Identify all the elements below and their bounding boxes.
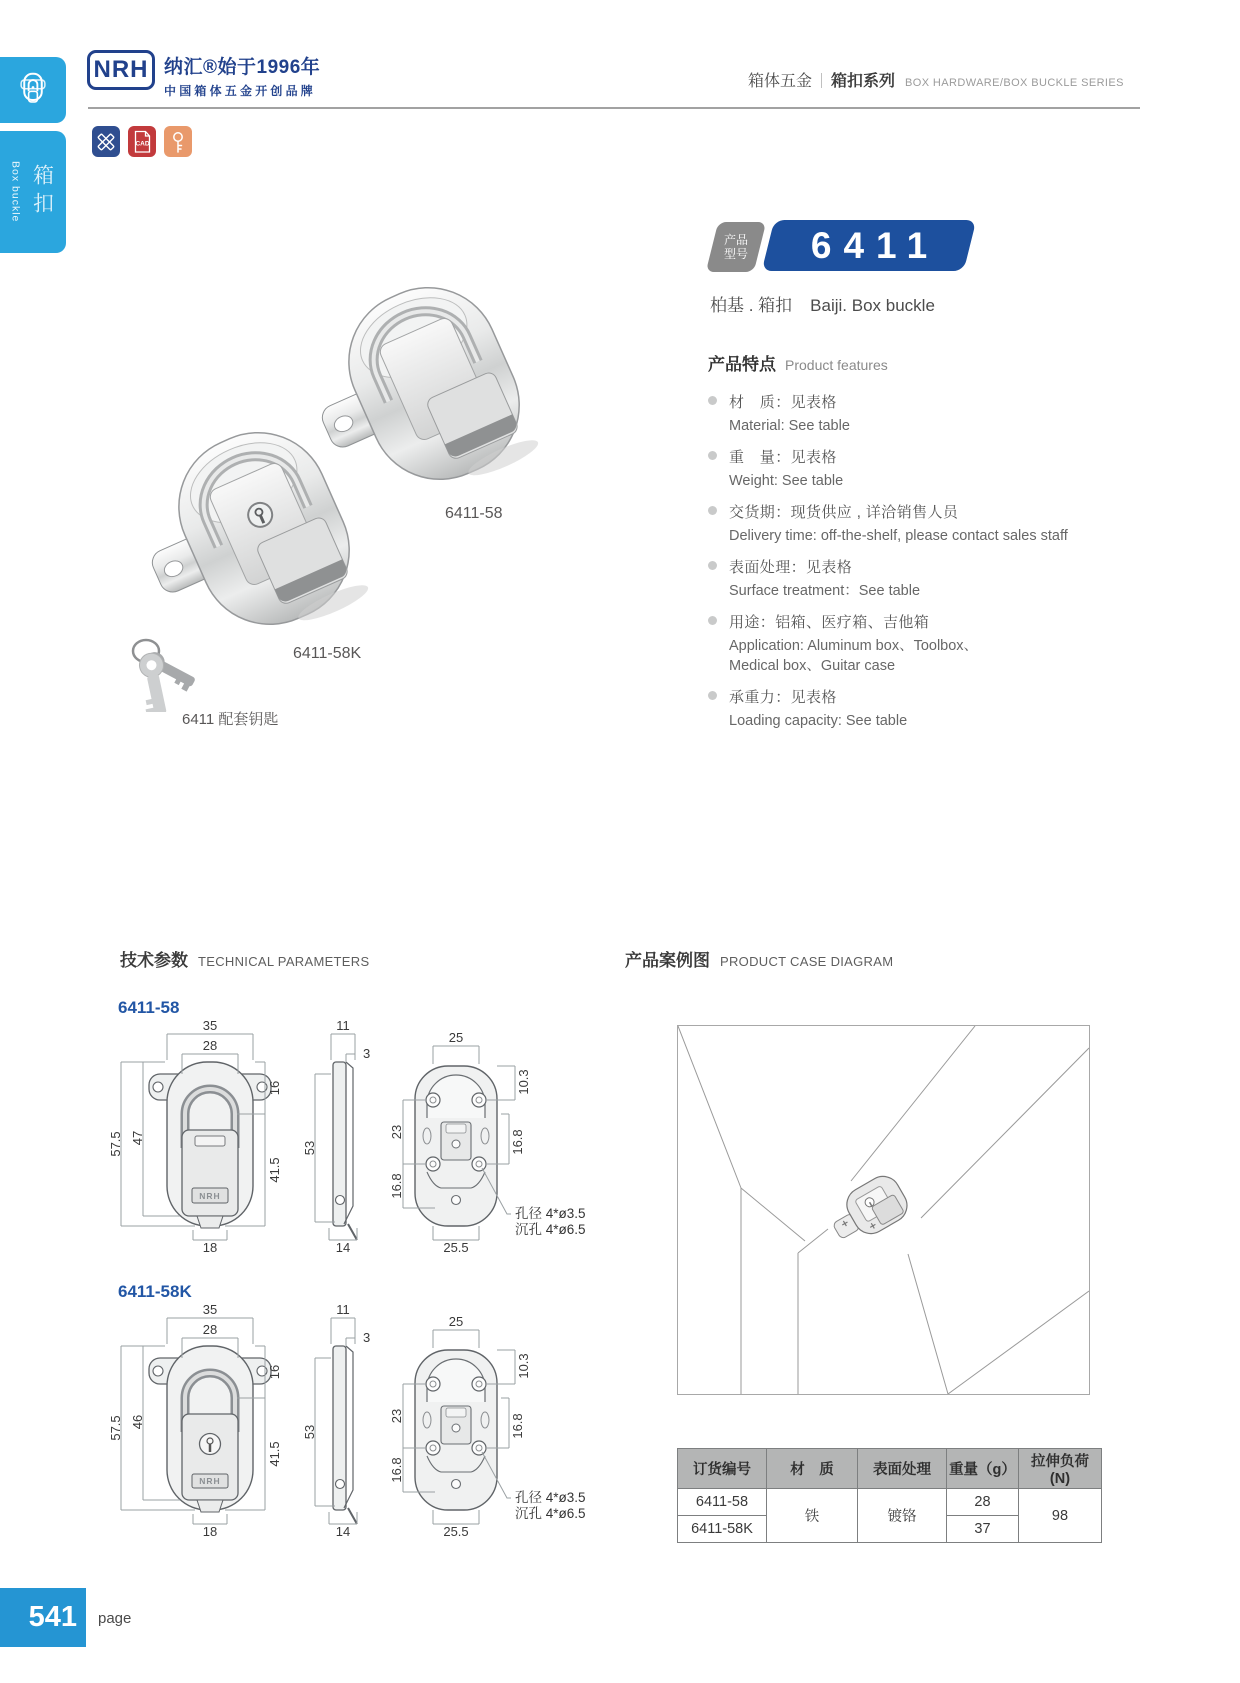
svg-text:10.3: 10.3 xyxy=(516,1353,531,1379)
svg-text:18: 18 xyxy=(202,1240,218,1254)
cad-file-icon xyxy=(130,129,154,155)
svg-text:23: 23 xyxy=(389,1408,404,1424)
svg-text:35: 35 xyxy=(202,1018,218,1033)
sidebar-label-en: Box buckle xyxy=(9,161,22,223)
svg-text:16.8: 16.8 xyxy=(510,1413,525,1439)
product-name-cn: 柏基 . 箱扣 xyxy=(710,296,793,315)
features-title-en: Product features xyxy=(785,357,888,373)
svg-text:47: 47 xyxy=(130,1130,145,1146)
svg-text:14: 14 xyxy=(335,1524,351,1538)
model-heading-6411-58: 6411-58 xyxy=(118,998,180,1017)
svg-text:孔径 4*ø3.5: 孔径 4*ø3.5 xyxy=(515,1490,585,1505)
series-name-en: BOX HARDWARE/BOX BUCKLE SERIES xyxy=(905,77,1124,89)
photo-label-6411-58: 6411-58 xyxy=(445,505,503,522)
col-order-no: 订货编号 xyxy=(678,1449,767,1489)
cell-surface: 镀铬 xyxy=(858,1489,947,1543)
model-tag xyxy=(706,222,766,272)
svg-text:16: 16 xyxy=(267,1080,282,1096)
svg-text:3: 3 xyxy=(363,1330,371,1345)
product-name-en: Baiji. Box buckle xyxy=(810,296,935,315)
feature-item: 承重力：见表格 Loading capacity: See table xyxy=(708,686,1158,731)
buckle-icon xyxy=(18,71,48,109)
features-title-cn: 产品特点 xyxy=(708,355,776,374)
svg-text:53: 53 xyxy=(302,1424,317,1440)
page-label: page xyxy=(98,1610,132,1627)
col-surface: 表面处理 xyxy=(858,1449,947,1489)
svg-text:23: 23 xyxy=(389,1124,404,1140)
svg-text:25.5: 25.5 xyxy=(443,1240,469,1254)
svg-text:16.8: 16.8 xyxy=(510,1129,525,1155)
svg-text:16: 16 xyxy=(267,1364,282,1380)
model-number: 6411 xyxy=(810,224,940,266)
tech-drawing-6411-58 xyxy=(105,1018,585,1259)
spec-table xyxy=(677,1448,1102,1543)
svg-text:NRH: NRH xyxy=(199,1191,221,1201)
svg-text:25: 25 xyxy=(448,1314,464,1329)
doc-icon-row xyxy=(92,126,192,157)
key-icon xyxy=(166,129,190,155)
header-divider xyxy=(88,107,1140,109)
case-diagram xyxy=(677,1025,1090,1395)
svg-text:18: 18 xyxy=(202,1524,218,1538)
series-name: 箱扣系列 xyxy=(831,73,896,90)
bullet-icon xyxy=(708,396,717,405)
svg-text:11: 11 xyxy=(336,1302,350,1317)
bullet-icon xyxy=(708,616,717,625)
bullet-icon xyxy=(708,451,717,460)
svg-text:沉孔 4*ø6.5: 沉孔 4*ø6.5 xyxy=(515,1222,585,1237)
spec-header-row xyxy=(678,1449,1102,1489)
svg-text:25: 25 xyxy=(448,1030,464,1045)
col-load: 拉伸负荷 (N) xyxy=(1019,1449,1102,1489)
nrh-logo xyxy=(87,50,155,90)
features-section xyxy=(708,350,1158,741)
bullet-icon xyxy=(708,561,717,570)
feature-item: 重 量：见表格 Weight: See table xyxy=(708,446,1158,491)
sidebar-label-cn: 箱扣 xyxy=(30,164,54,220)
page-number: 541 xyxy=(28,1601,77,1633)
bullet-icon xyxy=(708,691,717,700)
brand-block xyxy=(164,52,320,99)
feature-item: 交货期：现货供应 , 详洽销售人员 Delivery time: off-the-shelf, please contact sales staff xyxy=(708,501,1158,546)
product-name xyxy=(710,291,935,316)
svg-text:NRH: NRH xyxy=(199,1476,221,1486)
svg-text:57.5: 57.5 xyxy=(108,1415,123,1441)
model-banner xyxy=(762,220,977,271)
sidebar-tab-box-buckle[interactable] xyxy=(0,131,66,253)
cad-icon-label: CAD xyxy=(135,140,150,147)
key-button[interactable] xyxy=(164,126,192,157)
svg-text:41.5: 41.5 xyxy=(267,1157,282,1183)
svg-text:16.8: 16.8 xyxy=(389,1457,404,1483)
series-category: 箱体五金 xyxy=(748,73,813,90)
tools-icon-button[interactable] xyxy=(92,126,120,157)
cell-weight-2: 37 xyxy=(947,1516,1019,1543)
feature-item: 材 质：见表格 Material: See table xyxy=(708,391,1158,436)
series-header xyxy=(748,68,1124,91)
svg-text:35: 35 xyxy=(202,1302,218,1317)
series-separator: ｜ xyxy=(814,73,830,90)
svg-text:沉孔 4*ø6.5: 沉孔 4*ø6.5 xyxy=(515,1506,585,1521)
cell-load: 98 xyxy=(1019,1489,1102,1543)
svg-text:10.3: 10.3 xyxy=(516,1069,531,1095)
svg-text:16.8: 16.8 xyxy=(389,1173,404,1199)
feature-item: 用途：铝箱、医疗箱、吉他箱 Application: Aluminum box、Toolbox、 Medical box、Guitar case xyxy=(708,611,1158,676)
model-heading-6411-58k: 6411-58K xyxy=(118,1282,192,1301)
tech-drawing-6411-58k xyxy=(105,1302,585,1543)
page-number-badge xyxy=(0,1588,86,1647)
spec-row-6411-58 xyxy=(678,1489,1102,1516)
brand-subtitle: 中国箱体五金开创品牌 xyxy=(164,84,317,98)
col-material: 材 质 xyxy=(767,1449,858,1489)
svg-text:53: 53 xyxy=(302,1140,317,1156)
cell-model-2: 6411-58K xyxy=(678,1516,767,1543)
cell-model-1: 6411-58 xyxy=(678,1489,767,1516)
svg-text:41.5: 41.5 xyxy=(267,1441,282,1467)
svg-text:14: 14 xyxy=(335,1240,351,1254)
tools-icon xyxy=(94,130,118,154)
svg-text:孔径 4*ø3.5: 孔径 4*ø3.5 xyxy=(515,1206,585,1221)
photo-label-keys: 6411 配套钥匙 xyxy=(182,711,279,728)
sidebar-tab-buckle-icon[interactable] xyxy=(0,57,66,123)
keys-photo xyxy=(116,634,212,712)
product-photo-6411-58k xyxy=(148,425,393,640)
svg-text:28: 28 xyxy=(202,1322,218,1337)
svg-text:3: 3 xyxy=(363,1046,371,1061)
bullet-icon xyxy=(708,506,717,515)
svg-text:25.5: 25.5 xyxy=(443,1524,469,1538)
tech-section-title: 技术参数 TECHNICAL PARAMETERS xyxy=(120,951,370,970)
cell-material: 铁 xyxy=(767,1489,858,1543)
cell-weight-1: 28 xyxy=(947,1489,1019,1516)
photo-label-6411-58k: 6411-58K xyxy=(293,645,362,662)
svg-text:57.5: 57.5 xyxy=(108,1131,123,1157)
model-tag-line1: 产品 xyxy=(723,233,748,247)
feature-item: 表面处理：见表格 Surface treatment：See table xyxy=(708,556,1158,601)
svg-text:28: 28 xyxy=(202,1038,218,1053)
svg-text:11: 11 xyxy=(336,1018,350,1033)
model-tag-line2: 型号 xyxy=(723,247,748,261)
svg-text:46: 46 xyxy=(130,1414,145,1430)
cad-file-button[interactable] xyxy=(128,126,156,157)
col-weight: 重量（g） xyxy=(947,1449,1019,1489)
case-section-title: 产品案例图 PRODUCT CASE DIAGRAM xyxy=(625,951,894,970)
nrh-logo-text: NRH xyxy=(93,56,149,83)
brand-slogan: 纳汇®始于1996年 xyxy=(164,57,321,78)
